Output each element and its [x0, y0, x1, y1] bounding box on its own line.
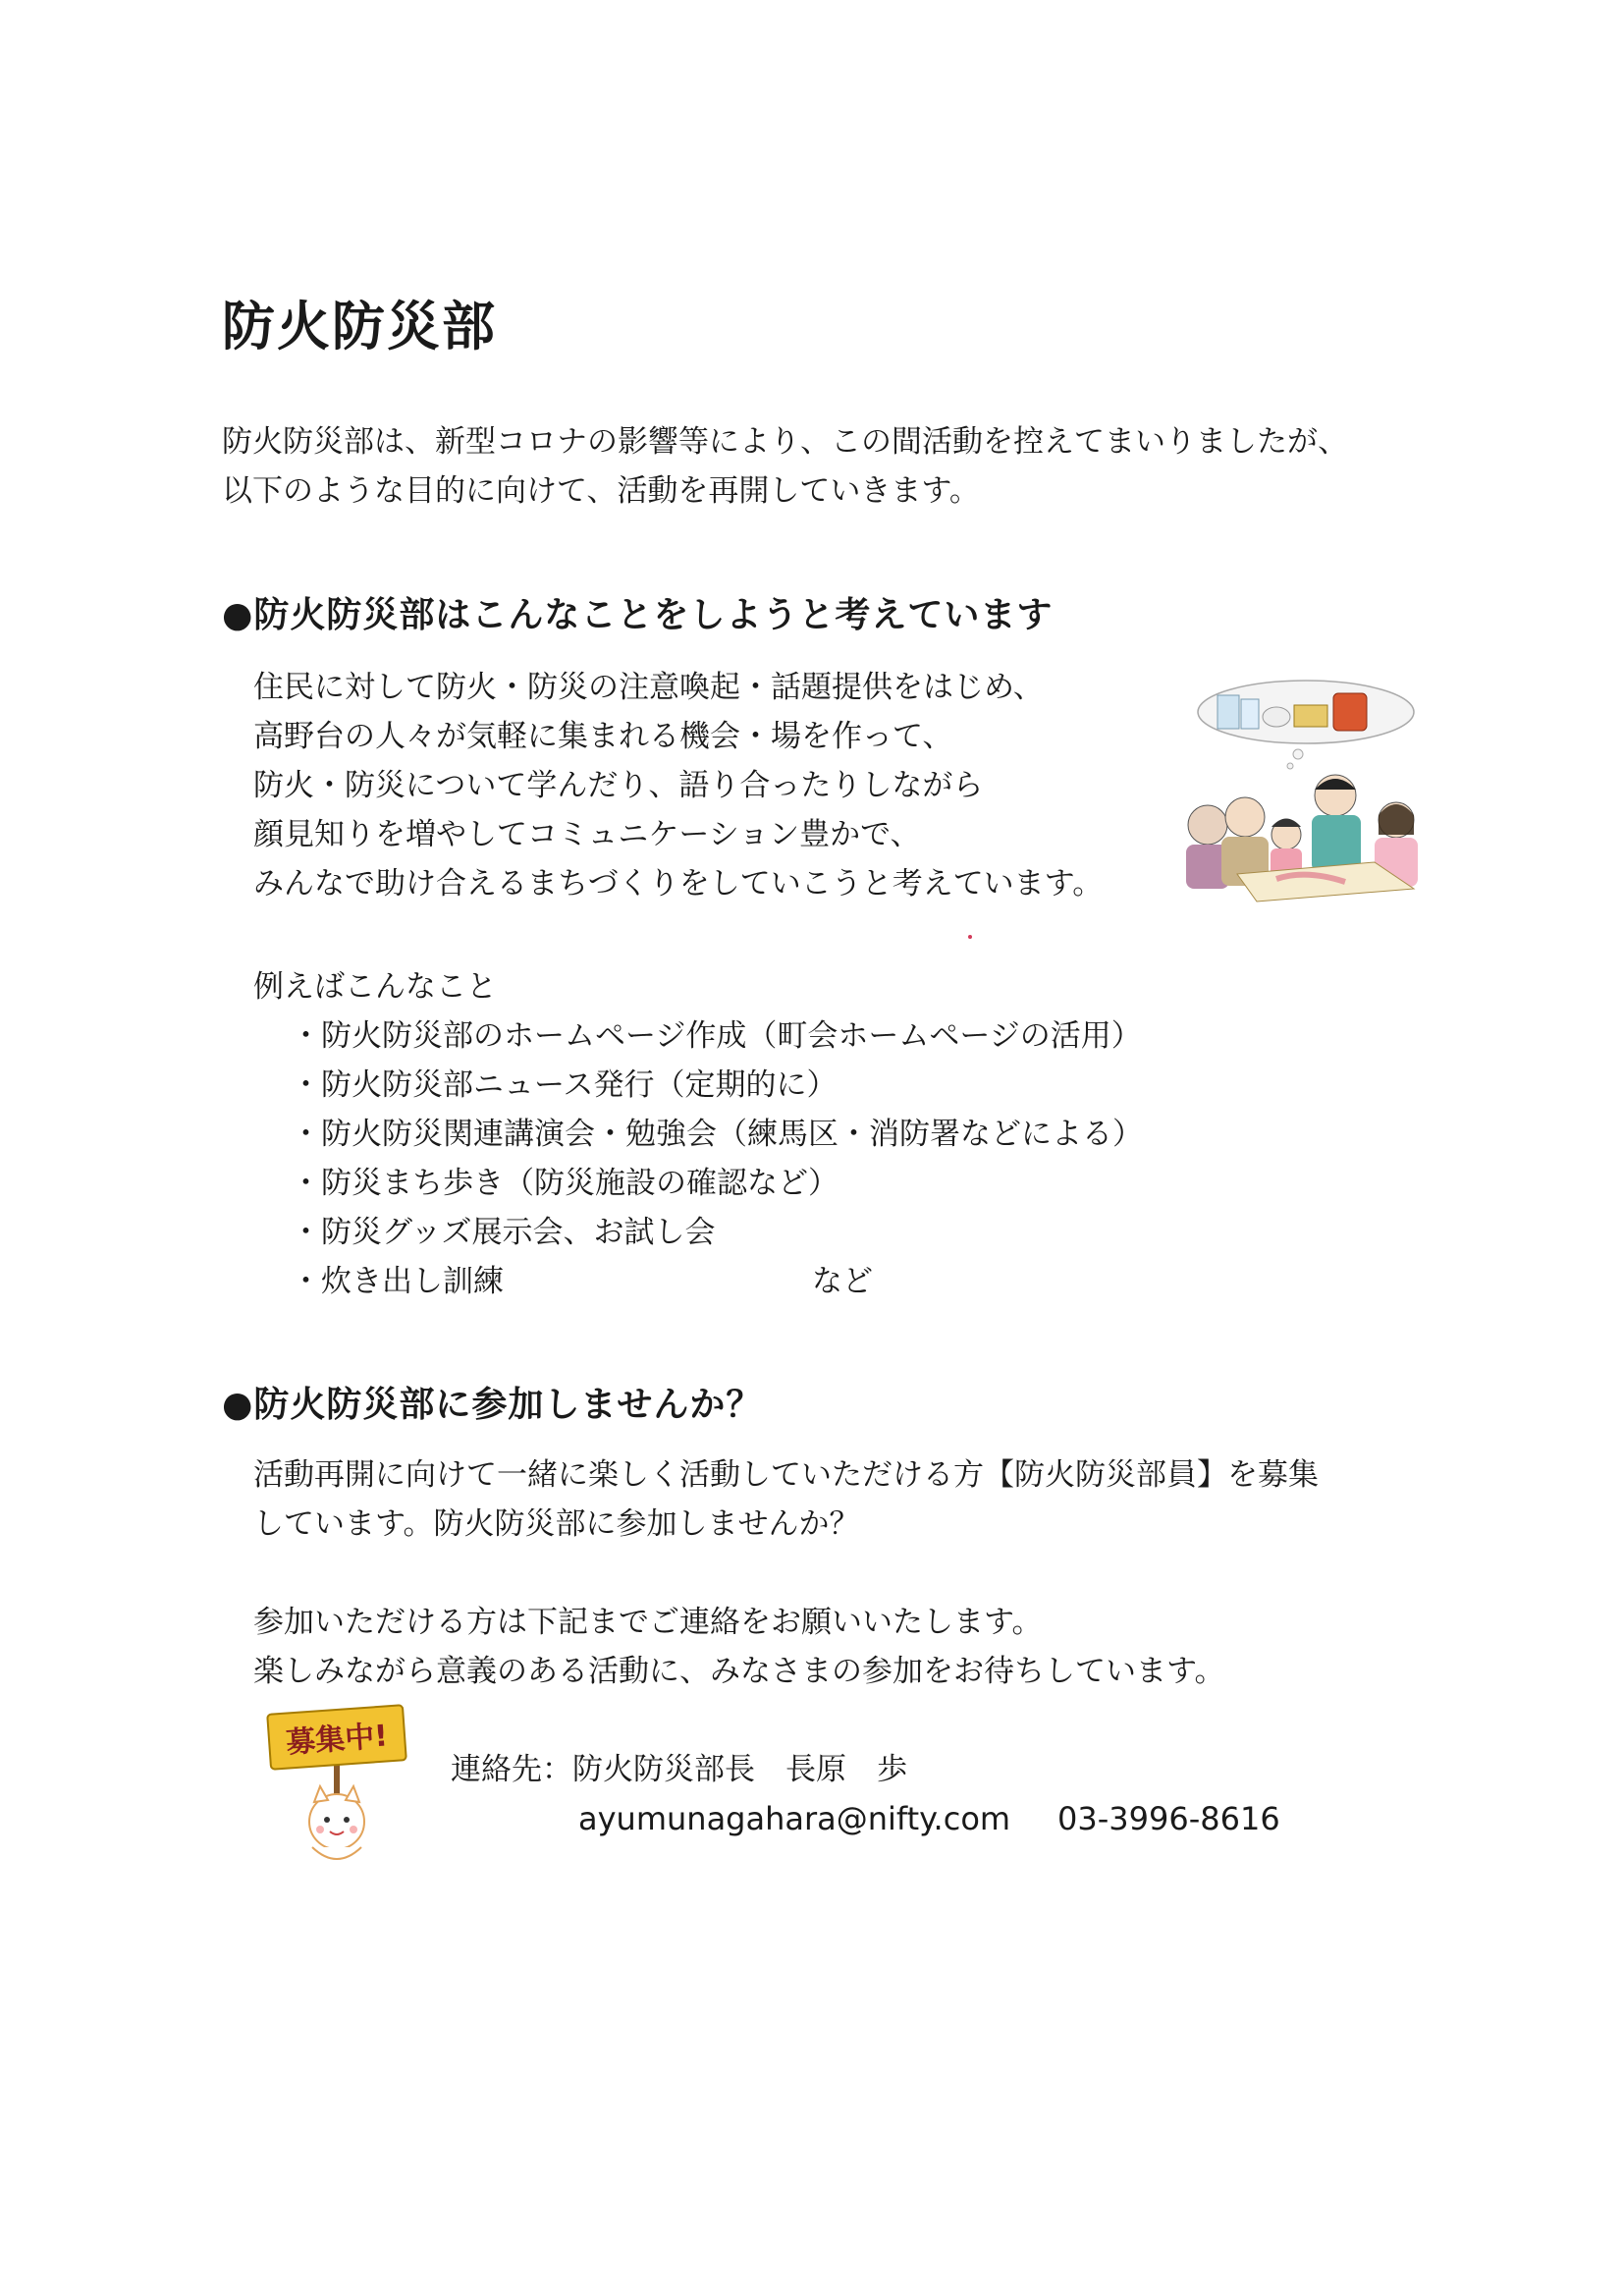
example-item: ・防火防災関連講演会・勉強会（練馬区・消防署などによる） [291, 1117, 1143, 1152]
section1-line: みんなで助け合えるまちづくりをしていこうと考えています。 [253, 866, 1104, 902]
section1-heading: ●防火防災部はこんなことをしようと考えています [222, 595, 1054, 635]
examples-tail: など [812, 1264, 873, 1299]
examples-label: 例えばこんなこと [253, 969, 497, 1005]
example-item: ・防火防災部ニュース発行（定期的に） [291, 1067, 838, 1103]
stamp-label: 募集中! [285, 1719, 390, 1761]
intro-line-1: 防火防災部は、新型コロナの影響等により、この間活動を控えてまいりましたが、 [222, 424, 1348, 460]
section1-line: 顔見知りを増やしてコミュニケーション豊かで、 [253, 817, 921, 852]
intro-line-2: 以下のような目的に向けて、活動を再開していきます。 [222, 473, 980, 509]
contact-request-line-2: 楽しみながら意義のある活動に、みなさまの参加をお待ちしています。 [253, 1654, 1225, 1689]
example-item: ・防災グッズ展示会、お試し会 [291, 1215, 716, 1250]
example-item: ・炊き出し訓練 [291, 1264, 504, 1299]
recruiting-mascot-sign [263, 1704, 410, 1881]
recruit-line-1: 活動再開に向けて一緒に楽しく活動していただける方【防火防災部員】を募集 [253, 1457, 1319, 1493]
section2-heading: ●防火防災部に参加しませんか？ [222, 1385, 763, 1425]
community-meeting-illustration [1178, 678, 1434, 903]
contact-email: ayumunagahara@nifty.com [578, 1800, 1011, 1837]
recruit-line-2: しています。防火防災部に参加しませんか？ [253, 1506, 860, 1542]
contact-phone: 03-3996-8616 [1057, 1800, 1280, 1837]
contact-label: 連絡先：防火防災部長 長原 歩 [451, 1752, 907, 1787]
example-item: ・防災まち歩き（防災施設の確認など） [291, 1166, 839, 1201]
section1-line: 住民に対して防火・防災の注意喚起・話題提供をはじめ、 [253, 670, 1044, 705]
page-title: 防火防災部 [222, 296, 497, 357]
contact-request-line-1: 参加いただける方は下記までご連絡をお願いいたします。 [253, 1605, 1043, 1640]
example-item: ・防火防災部のホームページ作成（町会ホームページの活用） [291, 1018, 1142, 1054]
scan-speck [968, 935, 972, 939]
section1-line: 高野台の人々が気軽に集まれる機会・場を作って、 [253, 719, 953, 754]
section1-line: 防火・防災について学んだり、語り合ったりしながら [253, 768, 984, 803]
